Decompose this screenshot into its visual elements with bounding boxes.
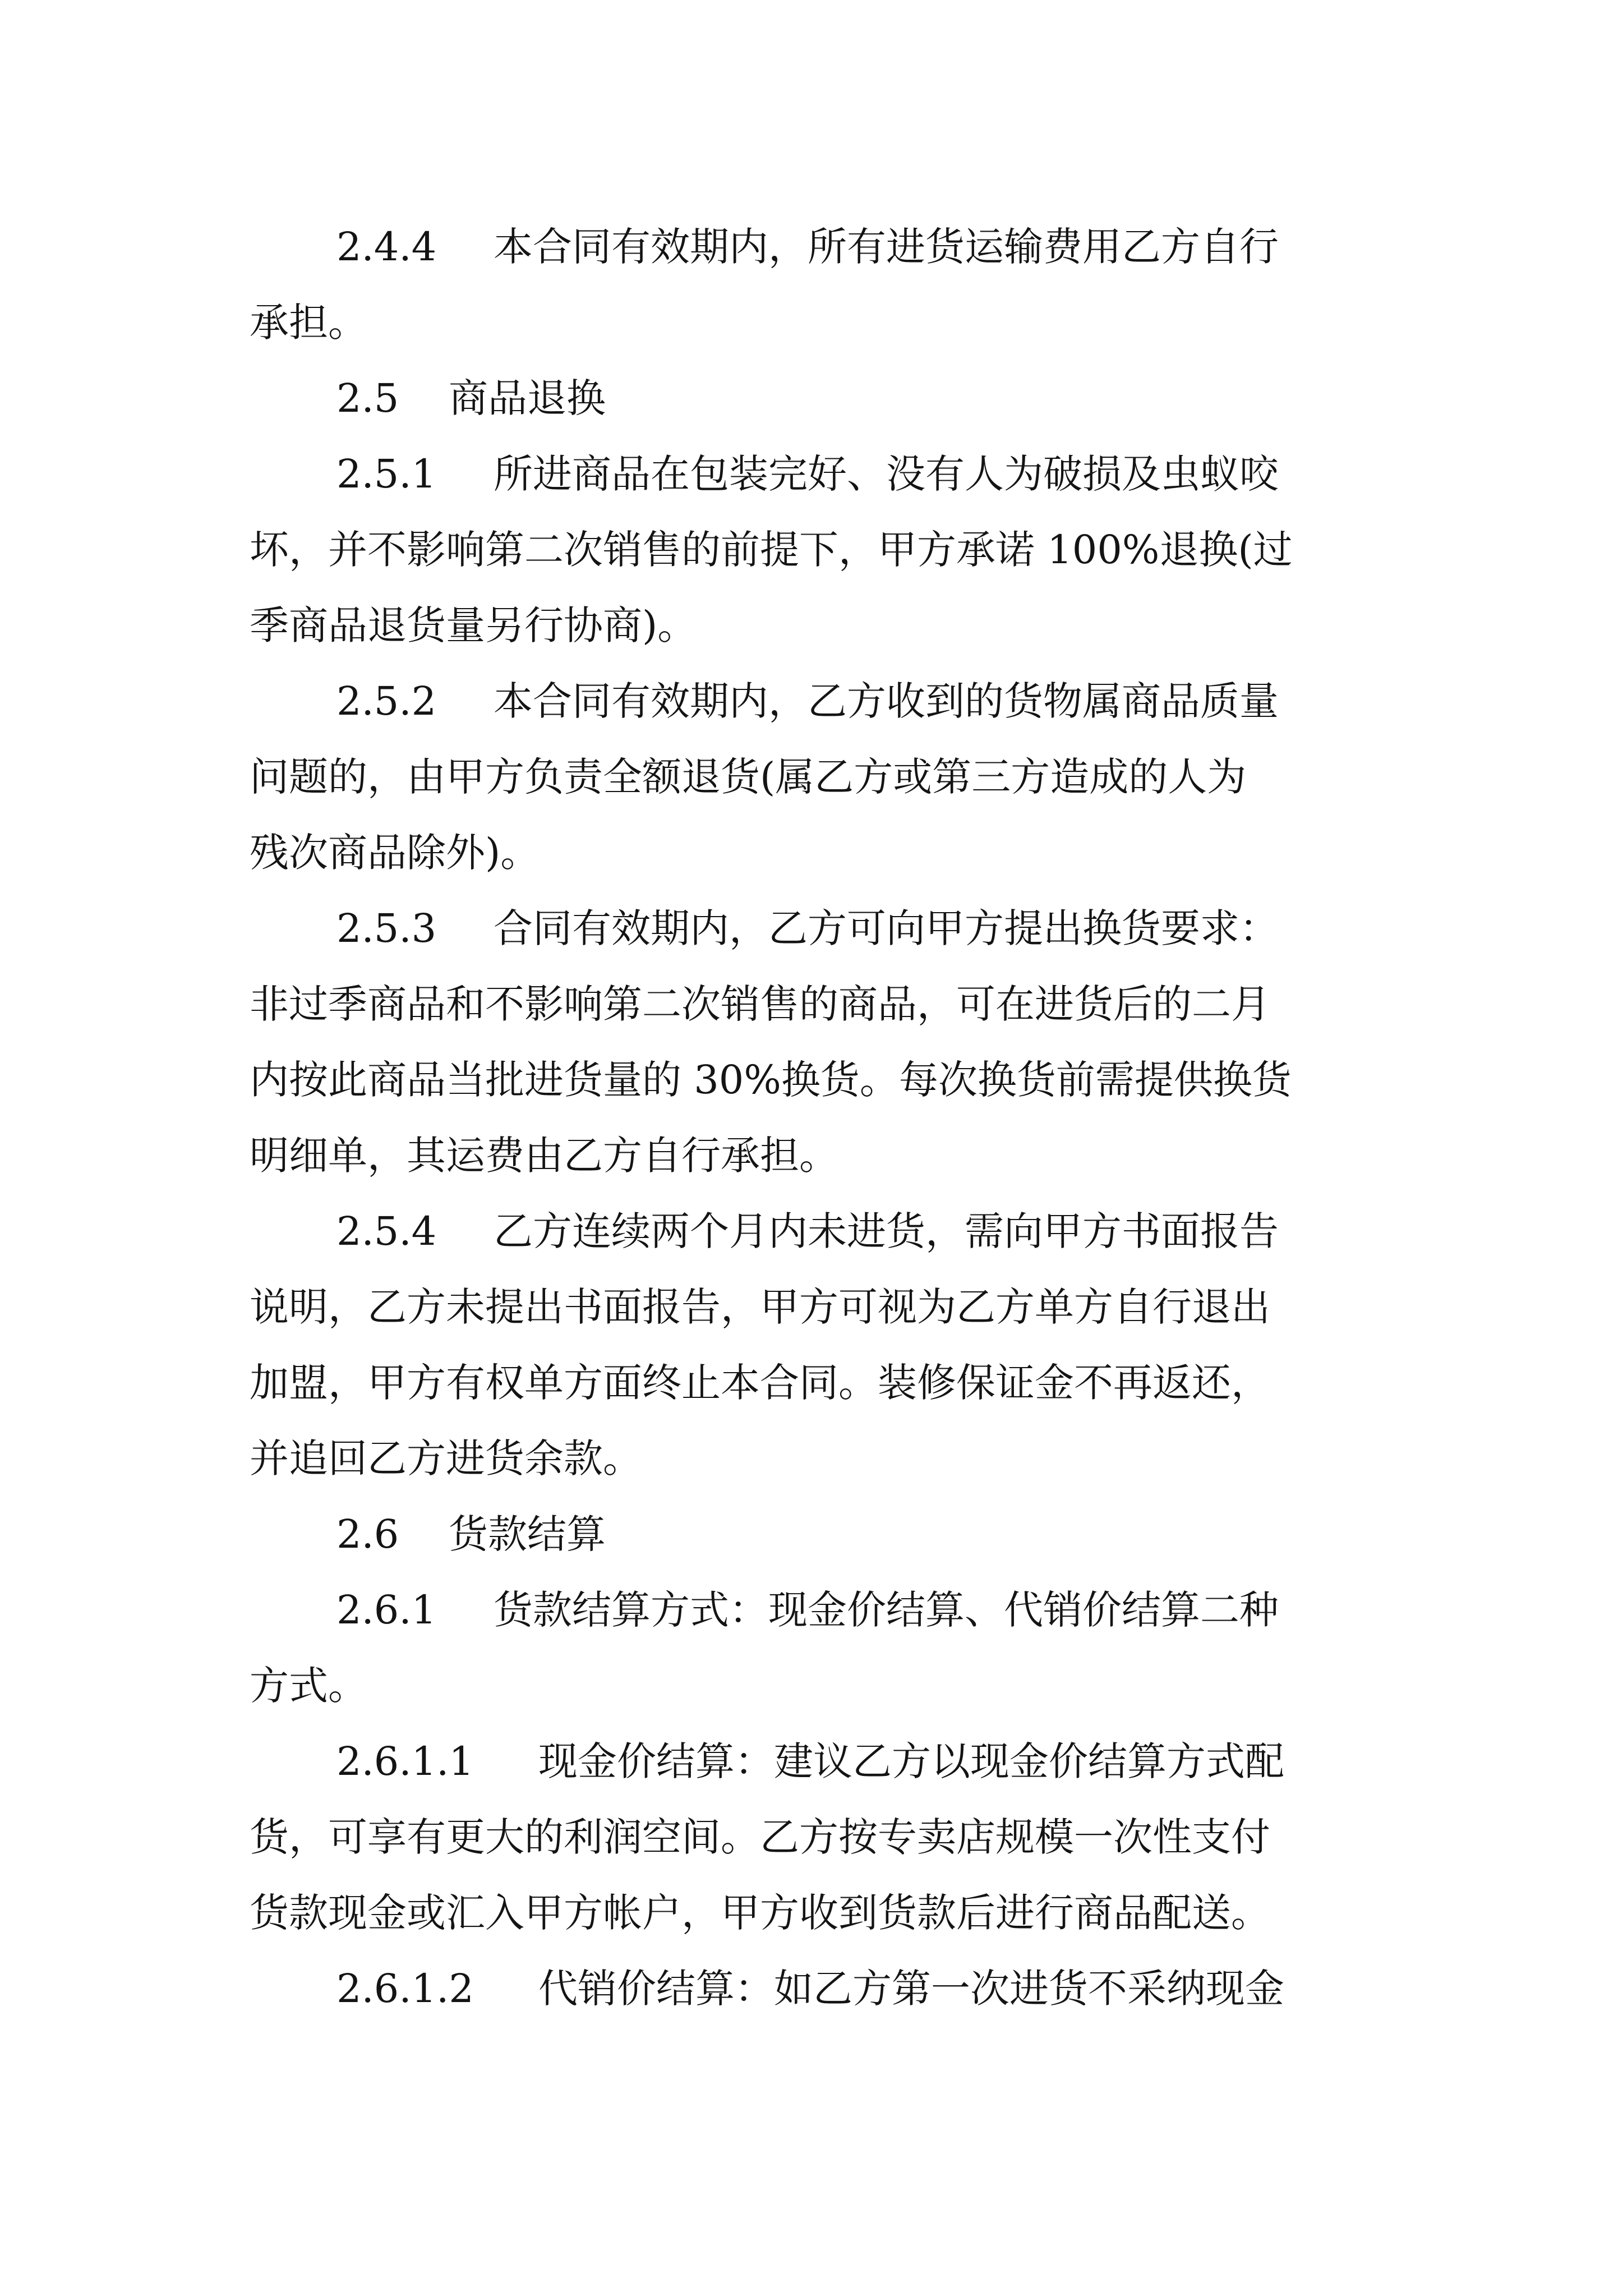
clause-text: 季商品退货量另行协商)。 (250, 602, 697, 648)
paragraph-line (0, 516, 1623, 583)
paragraph-line (0, 895, 1623, 962)
section-title: 货款结算 (449, 1511, 606, 1557)
paragraph-line (0, 213, 1623, 280)
paragraph-line (0, 1198, 1623, 1265)
clause-text: 坏，并不影响第二次销售的前提下，甲方承诺 100%退换(过 (250, 527, 1293, 573)
paragraph-line (0, 440, 1623, 508)
clause-text: 并追回乙方进货余款。 (250, 1435, 642, 1481)
paragraph-line (0, 1349, 1623, 1416)
clause-number: 2.5.4 (336, 1208, 437, 1254)
paragraph-line (0, 1955, 1623, 2022)
clause-text: 非过季商品和不影响第二次销售的商品，可在进货后的二月 (250, 981, 1270, 1027)
paragraph-line (0, 1046, 1623, 1114)
clause-text: 乙方连续两个月内未进货，需向甲方书面报告 (494, 1208, 1279, 1254)
clause-number: 2.6.1.2 (336, 1966, 474, 2012)
clause-text: 本合同有效期内，乙方收到的货物属商品质量 (494, 678, 1279, 724)
clause-text: 残次商品除外)。 (250, 830, 540, 876)
paragraph-line (0, 1652, 1623, 1719)
paragraph-line (0, 668, 1623, 735)
clause-text: 问题的，由甲方负责全额退货(属乙方或第三方造成的人为 (250, 754, 1247, 800)
clause-text: 承担。 (250, 300, 367, 346)
section-number: 2.5 (336, 375, 399, 421)
paragraph-line (0, 1879, 1623, 1947)
paragraph-line (0, 1425, 1623, 1492)
clause-number: 2.4.4 (336, 224, 437, 270)
clause-text: 方式。 (250, 1663, 367, 1709)
clause-text: 加盟，甲方有权单方面终止本合同。装修保证金不再返还， (250, 1360, 1270, 1406)
clause-text: 现金价结算：建议乙方以现金价结算方式配 (538, 1738, 1284, 1784)
paragraph-line (0, 1273, 1623, 1341)
section-title: 商品退换 (449, 375, 606, 421)
section-number: 2.6 (336, 1511, 399, 1557)
clause-text: 本合同有效期内，所有进货运输费用乙方自行 (494, 224, 1279, 270)
clause-text: 货款现金或汇入甲方帐户，甲方收到货款后进行商品配送。 (250, 1890, 1270, 1936)
clause-number: 2.6.1.1 (336, 1738, 474, 1784)
paragraph-line (0, 743, 1623, 811)
clause-text: 明细单，其运费由乙方自行承担。 (250, 1133, 838, 1179)
paragraph-line (0, 819, 1623, 886)
paragraph-line (0, 1803, 1623, 1871)
paragraph-line (0, 1122, 1623, 1189)
paragraph-line (0, 1728, 1623, 1795)
clause-number: 2.5.3 (336, 905, 437, 951)
clause-text: 货款结算方式：现金价结算、代销价结算二种 (494, 1587, 1279, 1633)
paragraph-line (0, 1576, 1623, 1644)
clause-text: 说明，乙方未提出书面报告，甲方可视为乙方单方自行退出 (250, 1284, 1270, 1330)
clause-text: 代销价结算：如乙方第一次进货不采纳现金 (538, 1966, 1284, 2012)
clause-text: 内按此商品当批进货量的 30%换货。每次换货前需提供换货 (250, 1057, 1292, 1103)
clause-text: 合同有效期内，乙方可向甲方提出换货要求： (494, 905, 1279, 951)
clause-number: 2.5.2 (336, 678, 437, 724)
clause-text: 所进商品在包装完好、没有人为破损及虫蚁咬 (494, 451, 1279, 497)
paragraph-line (0, 289, 1623, 356)
paragraph-line (0, 592, 1623, 659)
section-heading (0, 1501, 1623, 1568)
clause-number: 2.6.1 (336, 1587, 437, 1633)
paragraph-line (0, 970, 1623, 1038)
clause-text: 货，可享有更大的利润空间。乙方按专卖店规模一次性支付 (250, 1814, 1270, 1860)
clause-number: 2.5.1 (336, 451, 437, 497)
section-heading (0, 365, 1623, 432)
